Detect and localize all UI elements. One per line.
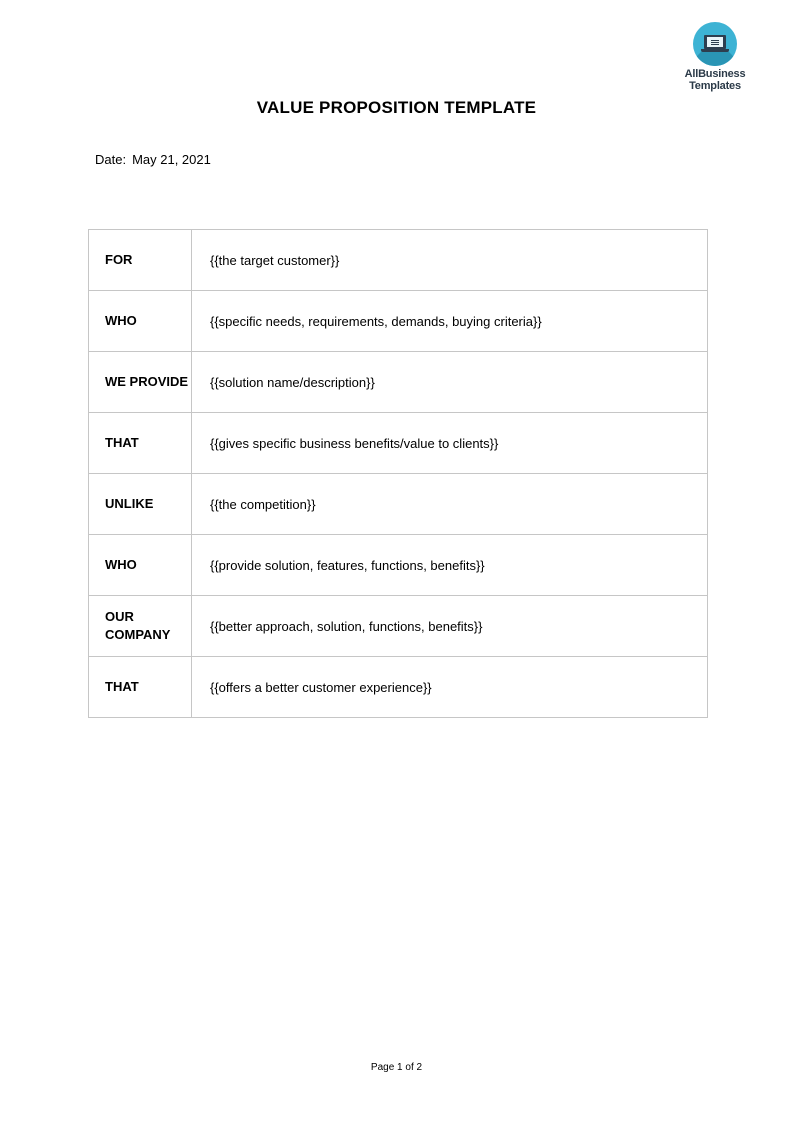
row-label: THAT xyxy=(89,413,192,474)
table-row xyxy=(89,413,708,474)
date-row xyxy=(95,152,211,167)
table-row xyxy=(89,657,708,718)
table-row xyxy=(89,352,708,413)
company-logo xyxy=(682,22,748,92)
row-label: WHO xyxy=(89,535,192,596)
row-value: {{the competition}} xyxy=(192,474,708,535)
row-value: {{the target customer}} xyxy=(192,230,708,291)
row-label: THAT xyxy=(89,657,192,718)
table-row xyxy=(89,474,708,535)
row-label: WHO xyxy=(89,291,192,352)
logo-brand-line2: Templates xyxy=(689,80,741,92)
value-proposition-table xyxy=(88,229,708,718)
row-label: WE PROVIDE xyxy=(89,352,192,413)
table-row xyxy=(89,596,708,657)
row-value: {{specific needs, requirements, demands, buying criteria}} xyxy=(192,291,708,352)
table-row xyxy=(89,291,708,352)
page-number: Page 1 of 2 xyxy=(370,1062,423,1073)
row-value: {{provide solution, features, functions, benefits}} xyxy=(192,535,708,596)
table-row xyxy=(89,230,708,291)
table-row xyxy=(89,535,708,596)
row-label: UNLIKE xyxy=(89,474,192,535)
row-label: FOR xyxy=(89,230,192,291)
row-value: {{gives specific business benefits/value to clients}} xyxy=(192,413,708,474)
document-title: VALUE PROPOSITION TEMPLATE xyxy=(256,98,537,117)
row-value: {{better approach, solution, functions, benefits}} xyxy=(192,596,708,657)
row-label: OUR COMPANY xyxy=(89,596,192,657)
laptop-icon xyxy=(693,22,737,66)
date-value: May 21, 2021 xyxy=(132,152,211,167)
logo-text xyxy=(682,68,748,92)
date-label: Date: xyxy=(95,152,127,167)
row-value: {{solution name/description}} xyxy=(192,352,708,413)
row-value: {{offers a better customer experience}} xyxy=(192,657,708,718)
logo-brand-line1: AllBusiness xyxy=(684,68,746,80)
